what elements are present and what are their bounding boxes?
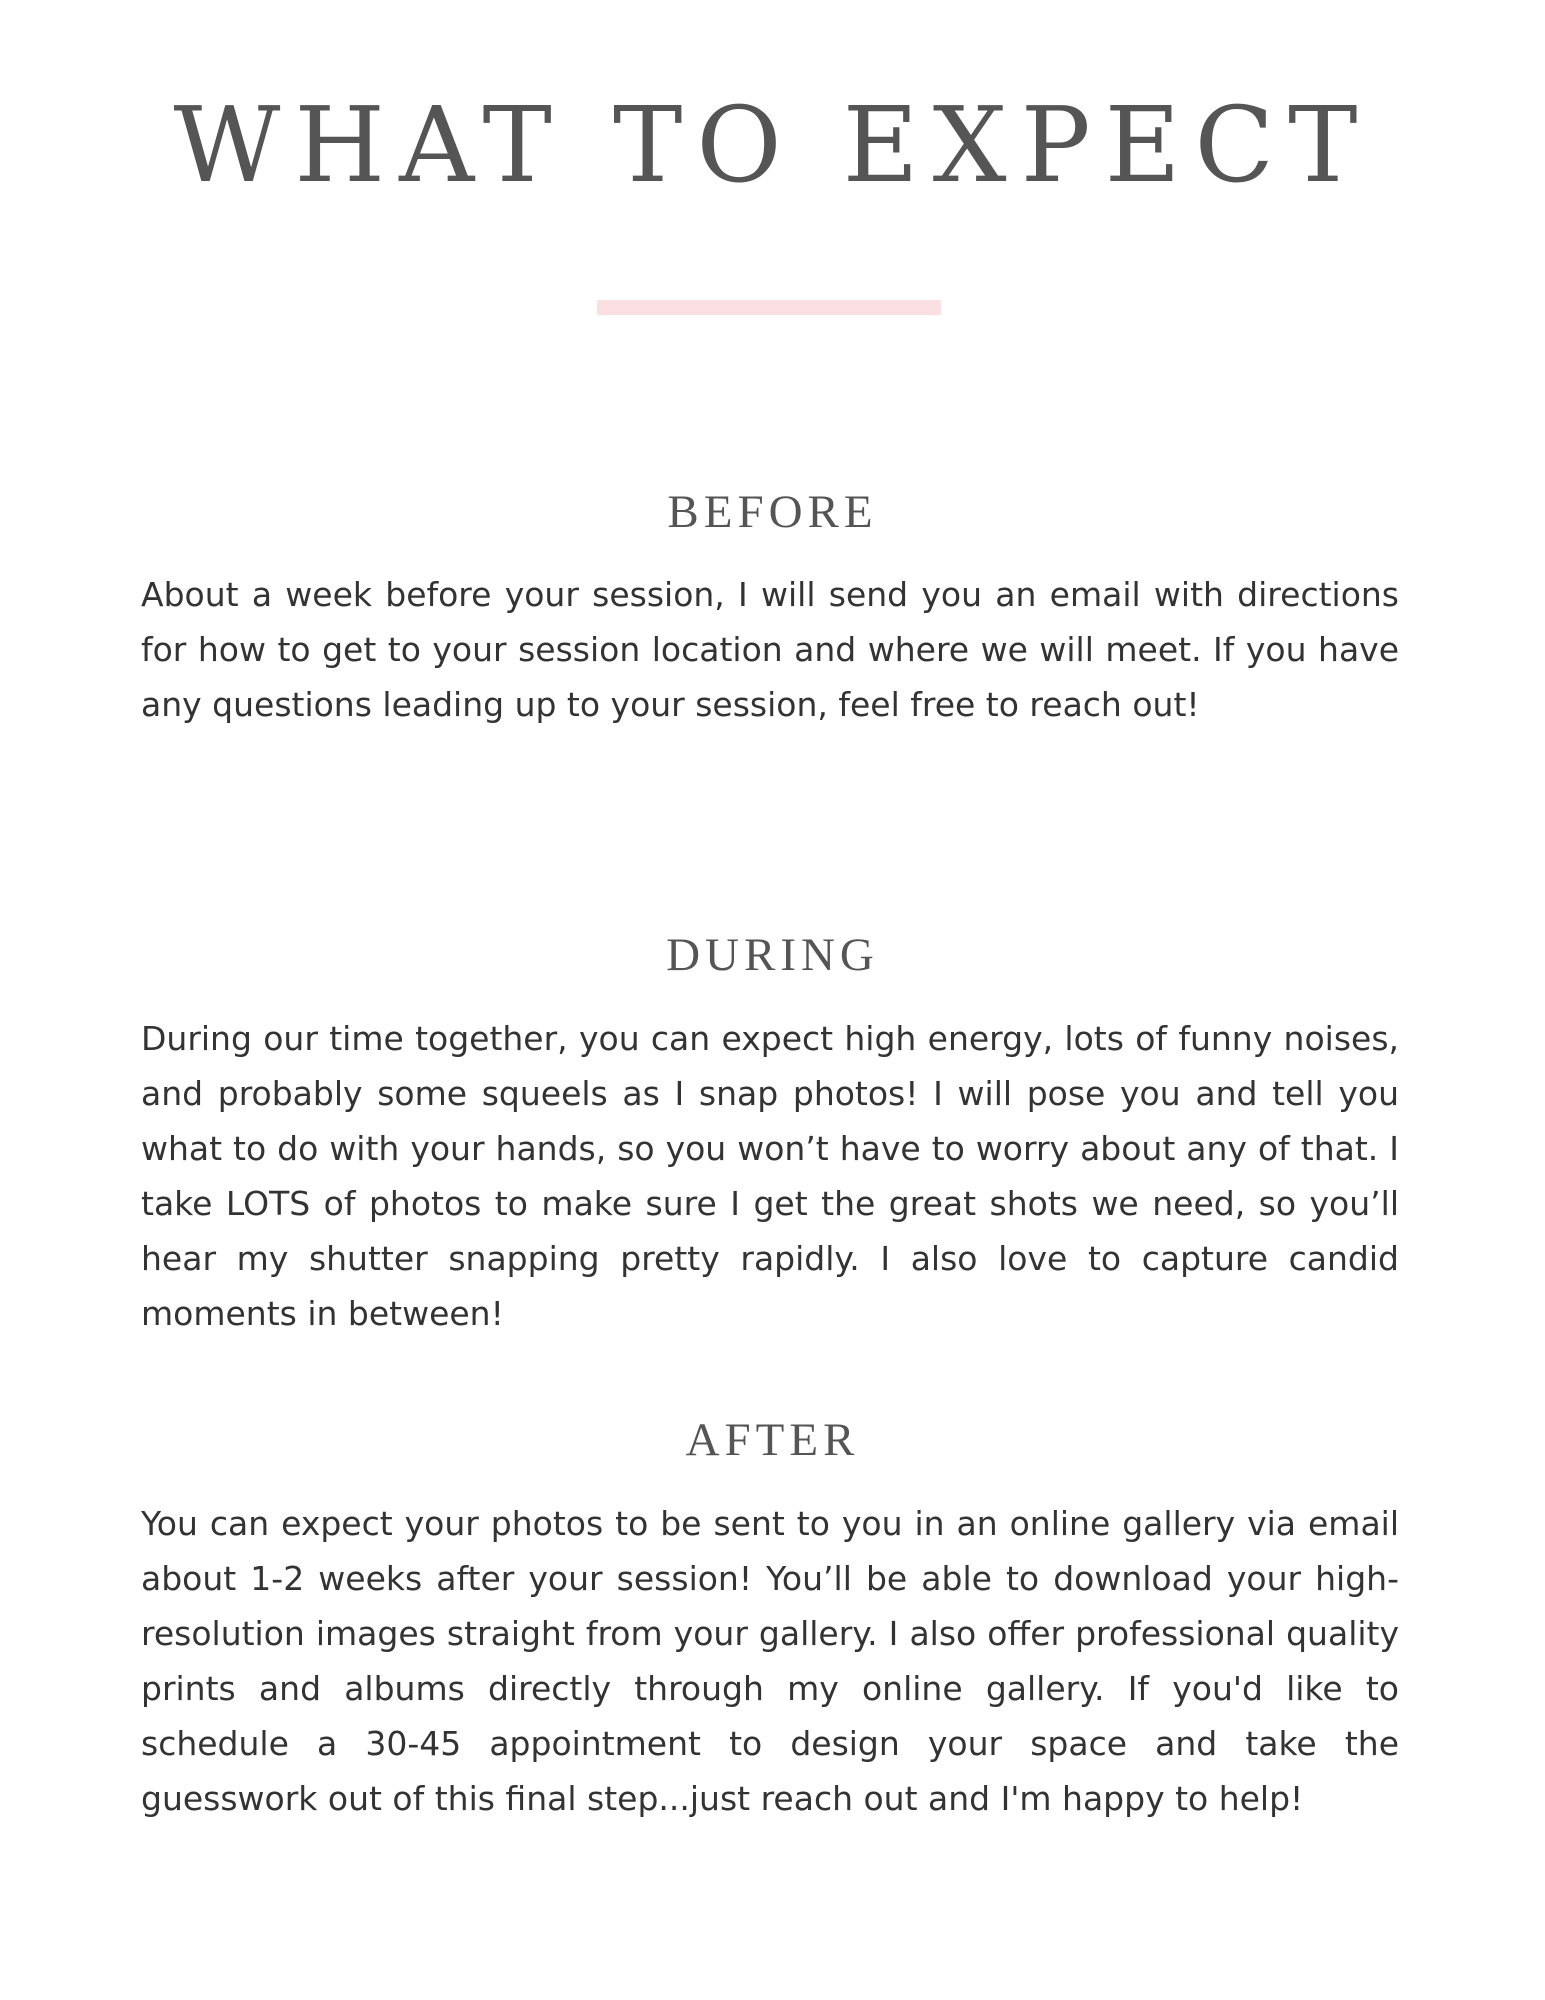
before-heading: BEFORE [667,486,878,538]
page-title: WHAT TO EXPECT [173,84,1372,206]
during-heading: DURING [666,929,879,981]
during-paragraph: During our time together, you can expect high energy, lots of funny noises, and probably some squeels as I snap photos! I will pose you and tell you what to do with your hands, so you won’t have to worry about any of that. I take LOTS of photos to make sure I get the great shots we need, so you’ll hear my shutter snapping pretty rapidly. I also love to capture candid moments in between! [141,1019,1399,1333]
after-heading: AFTER [685,1414,860,1466]
before-paragraph: About a week before your session, I will send you an email with directions for how to get to your session location and where we will meet. If you have any questions leading up to your session, feel free to reach out! [141,575,1399,724]
after-paragraph: You can expect your photos to be sent to you in an online gallery via email about 1-2 weeks after your session! You’ll be able to download your high-resolution images straight from your gallery. I also offer professional quality prints and albums directly through my online gallery. If you'd like to schedule a 30-45 appointment to design your space and take the guesswork out of this final step...just reach out and I'm happy to help! [141,1504,1399,1818]
title-divider [597,300,941,315]
